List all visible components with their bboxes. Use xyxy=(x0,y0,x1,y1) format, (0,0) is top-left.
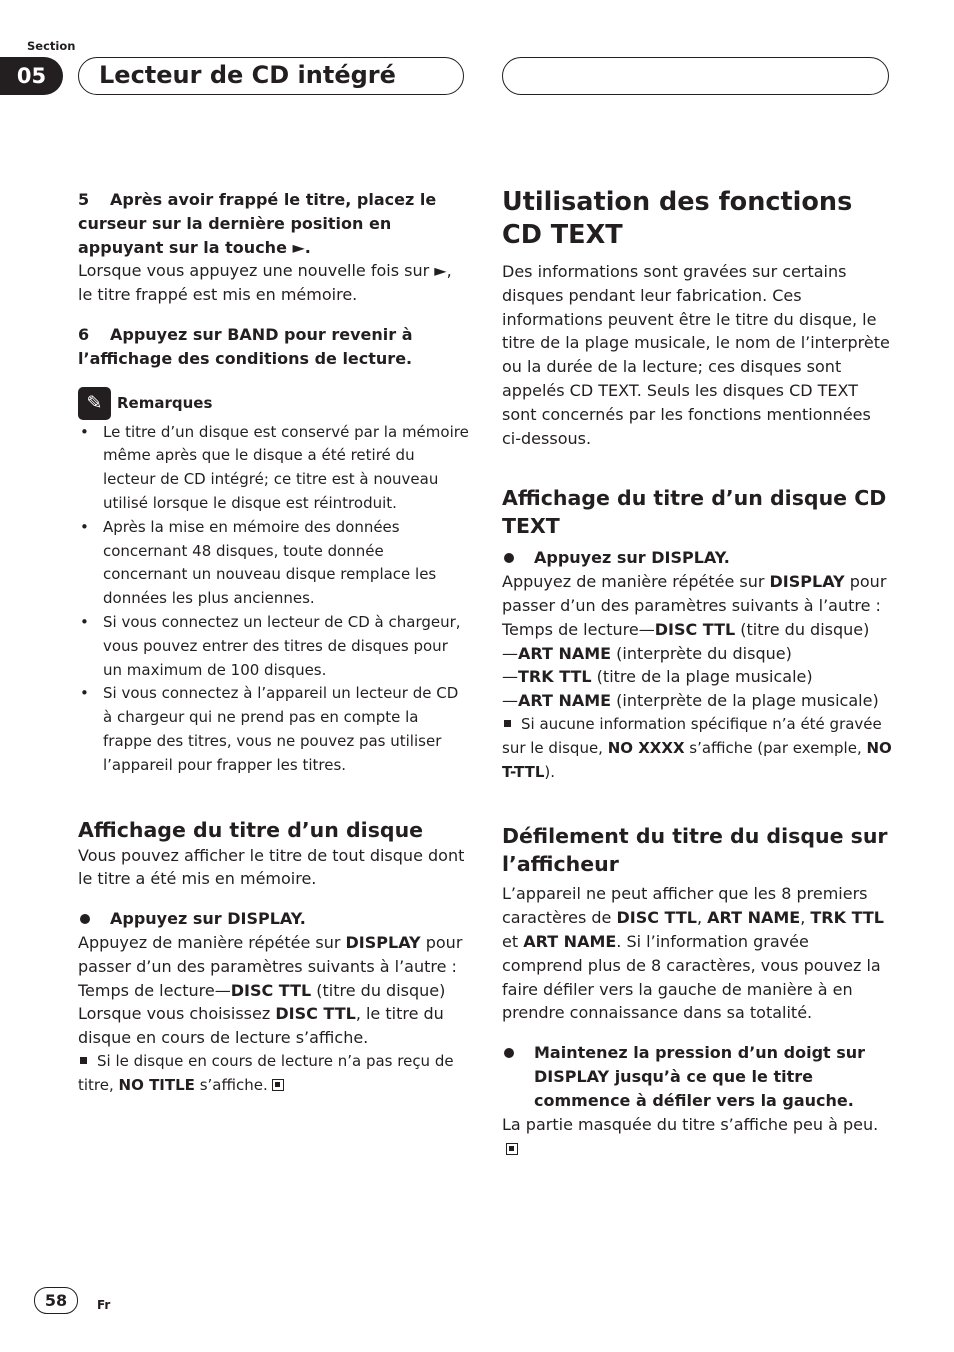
mode-line-1: Temps de lecture—DISC TTL (titre du disque) xyxy=(502,619,870,639)
step-number: 5 xyxy=(78,190,90,209)
section-number-badge: 05 xyxy=(0,57,63,95)
repeat-instruction: Appuyez de manière répétée sur DISPLAY pour passer d’un des paramètres suivants à l’autre : xyxy=(78,932,463,976)
notes-title: Remarques xyxy=(117,393,213,412)
notes-header xyxy=(78,387,470,421)
list-item: • Si vous connectez un lecteur de CD à chargeur, vous pouvez entrer des titres de disques pour un maximum de 100 disques. xyxy=(78,611,470,682)
bullet-dot-icon xyxy=(80,914,90,924)
step-text: Appuyez sur BAND pour revenir à l’affichage des conditions de lecture. xyxy=(78,324,413,368)
language-code: Fr xyxy=(97,1298,111,1312)
page-number: 58 xyxy=(34,1287,78,1314)
choose-line: Lorsque vous choisissez DISC TTL, le titre du disque en cours de lecture s’affiche. xyxy=(78,1004,444,1048)
cd-text-title-heading: Affichage du titre d’un disque CD TEXT xyxy=(502,486,887,539)
list-item: • Si vous connectez à l’appareil un lecteur de CD à chargeur qui ne prend pas en compte la frappe des titres, vous ne pouvez pas utiliser l’appareil pour frapper les titres. xyxy=(78,682,470,777)
small-note: Si le disque en cours de lecture n’a pas reçu de titre, NO TITLE s’affiche. xyxy=(78,1051,454,1094)
cd-text-main-heading: Utilisation des fonctions CD TEXT xyxy=(502,187,853,250)
hold-action-bullet: Maintenez la pression d’un doigt sur DISPLAY jusqu’à ce que le titre commence à défiler vers la gauche. xyxy=(502,1041,892,1112)
list-item: • Après la mise en mémoire des données concernant 48 disques, toute donnée concernant un nouveau disque remplace les données les plus anciennes. xyxy=(78,516,470,611)
bullet-dot-icon xyxy=(504,553,514,563)
disc-title-intro: Vous pouvez afficher le titre de tout disque dont le titre a été mis en mémoire. xyxy=(78,845,465,889)
action-bullet: Appuyez sur DISPLAY. xyxy=(78,907,470,931)
right-column xyxy=(502,186,892,1160)
pencil-icon: ✎ xyxy=(78,387,111,420)
section-label: Section xyxy=(27,39,76,53)
mode-line-4: —ART NAME (interprète de la plage musicale) xyxy=(502,691,879,711)
repeat-instruction: Appuyez de manière répétée sur DISPLAY pour passer d’un des paramètres suivants à l’autre : xyxy=(502,572,887,615)
empty-header-frame xyxy=(502,57,889,95)
list-item: • Le titre d’un disque est conservé par la mémoire même après que le disque a été retiré du lecteur de CD intégré; ce titre est à nouveau utilisé lorsque le disque est réintroduit. xyxy=(78,421,470,516)
play-time-line: Temps de lecture—DISC TTL (titre du disque) xyxy=(78,980,446,1000)
scroll-body: L’appareil ne peut afficher que les 8 premiers caractères de DISC TTL, ART NAME, TRK TTL et ART NAME. Si l’information gravée comprend plus de 8 caractères, vous pouvez la faire défiler vers la gauche de manière à en prendre connaissance dans sa totalité. xyxy=(502,884,884,1023)
bullet-dot-icon xyxy=(504,1048,514,1058)
scroll-heading: Défilement du titre du disque sur l’afficheur xyxy=(502,824,888,877)
square-bullet-icon xyxy=(504,720,511,727)
page-title: Lecteur de CD intégré xyxy=(99,61,396,89)
step-6 xyxy=(78,323,470,371)
action-bullet: Appuyez sur DISPLAY. xyxy=(502,546,892,570)
small-note: Si aucune information spécifique n’a été gravée sur le disque, NO XXXX s’affiche (par exemple, NO T-TTL). xyxy=(502,714,892,781)
cd-text-intro: Des informations sont gravées sur certains disques pendant leur fabrication. Ces informations peuvent être le titre du disque, le titre de la plage musicale, le nom de l’interprète ou la durée de la lecture; ces disques sont appelés CD TEXT. Seuls les disques CD TEXT sont concernés par les fonctions mentionnées ci-dessous. xyxy=(502,262,890,448)
notes-list xyxy=(78,421,470,778)
mode-line-2: —ART NAME (interprète du disque) xyxy=(502,643,792,663)
end-mark-icon xyxy=(272,1079,284,1091)
step-5-body: Lorsque vous appuyez une nouvelle fois sur ►, le titre frappé est mis en mémoire. xyxy=(78,261,452,305)
disc-title-heading: Affichage du titre d’un disque xyxy=(78,817,424,842)
hold-body: La partie masquée du titre s’affiche peu à peu. xyxy=(502,1113,892,1161)
step-text: Après avoir frappé le titre, placez le curseur sur la dernière position en appuyant sur la touche ►. xyxy=(78,190,437,257)
square-bullet-icon xyxy=(80,1057,87,1064)
end-mark-icon xyxy=(506,1143,518,1155)
step-number: 6 xyxy=(78,324,90,344)
mode-line-3: —TRK TTL (titre de la plage musicale) xyxy=(502,667,813,687)
left-column xyxy=(78,188,470,1098)
step-5 xyxy=(78,188,470,259)
